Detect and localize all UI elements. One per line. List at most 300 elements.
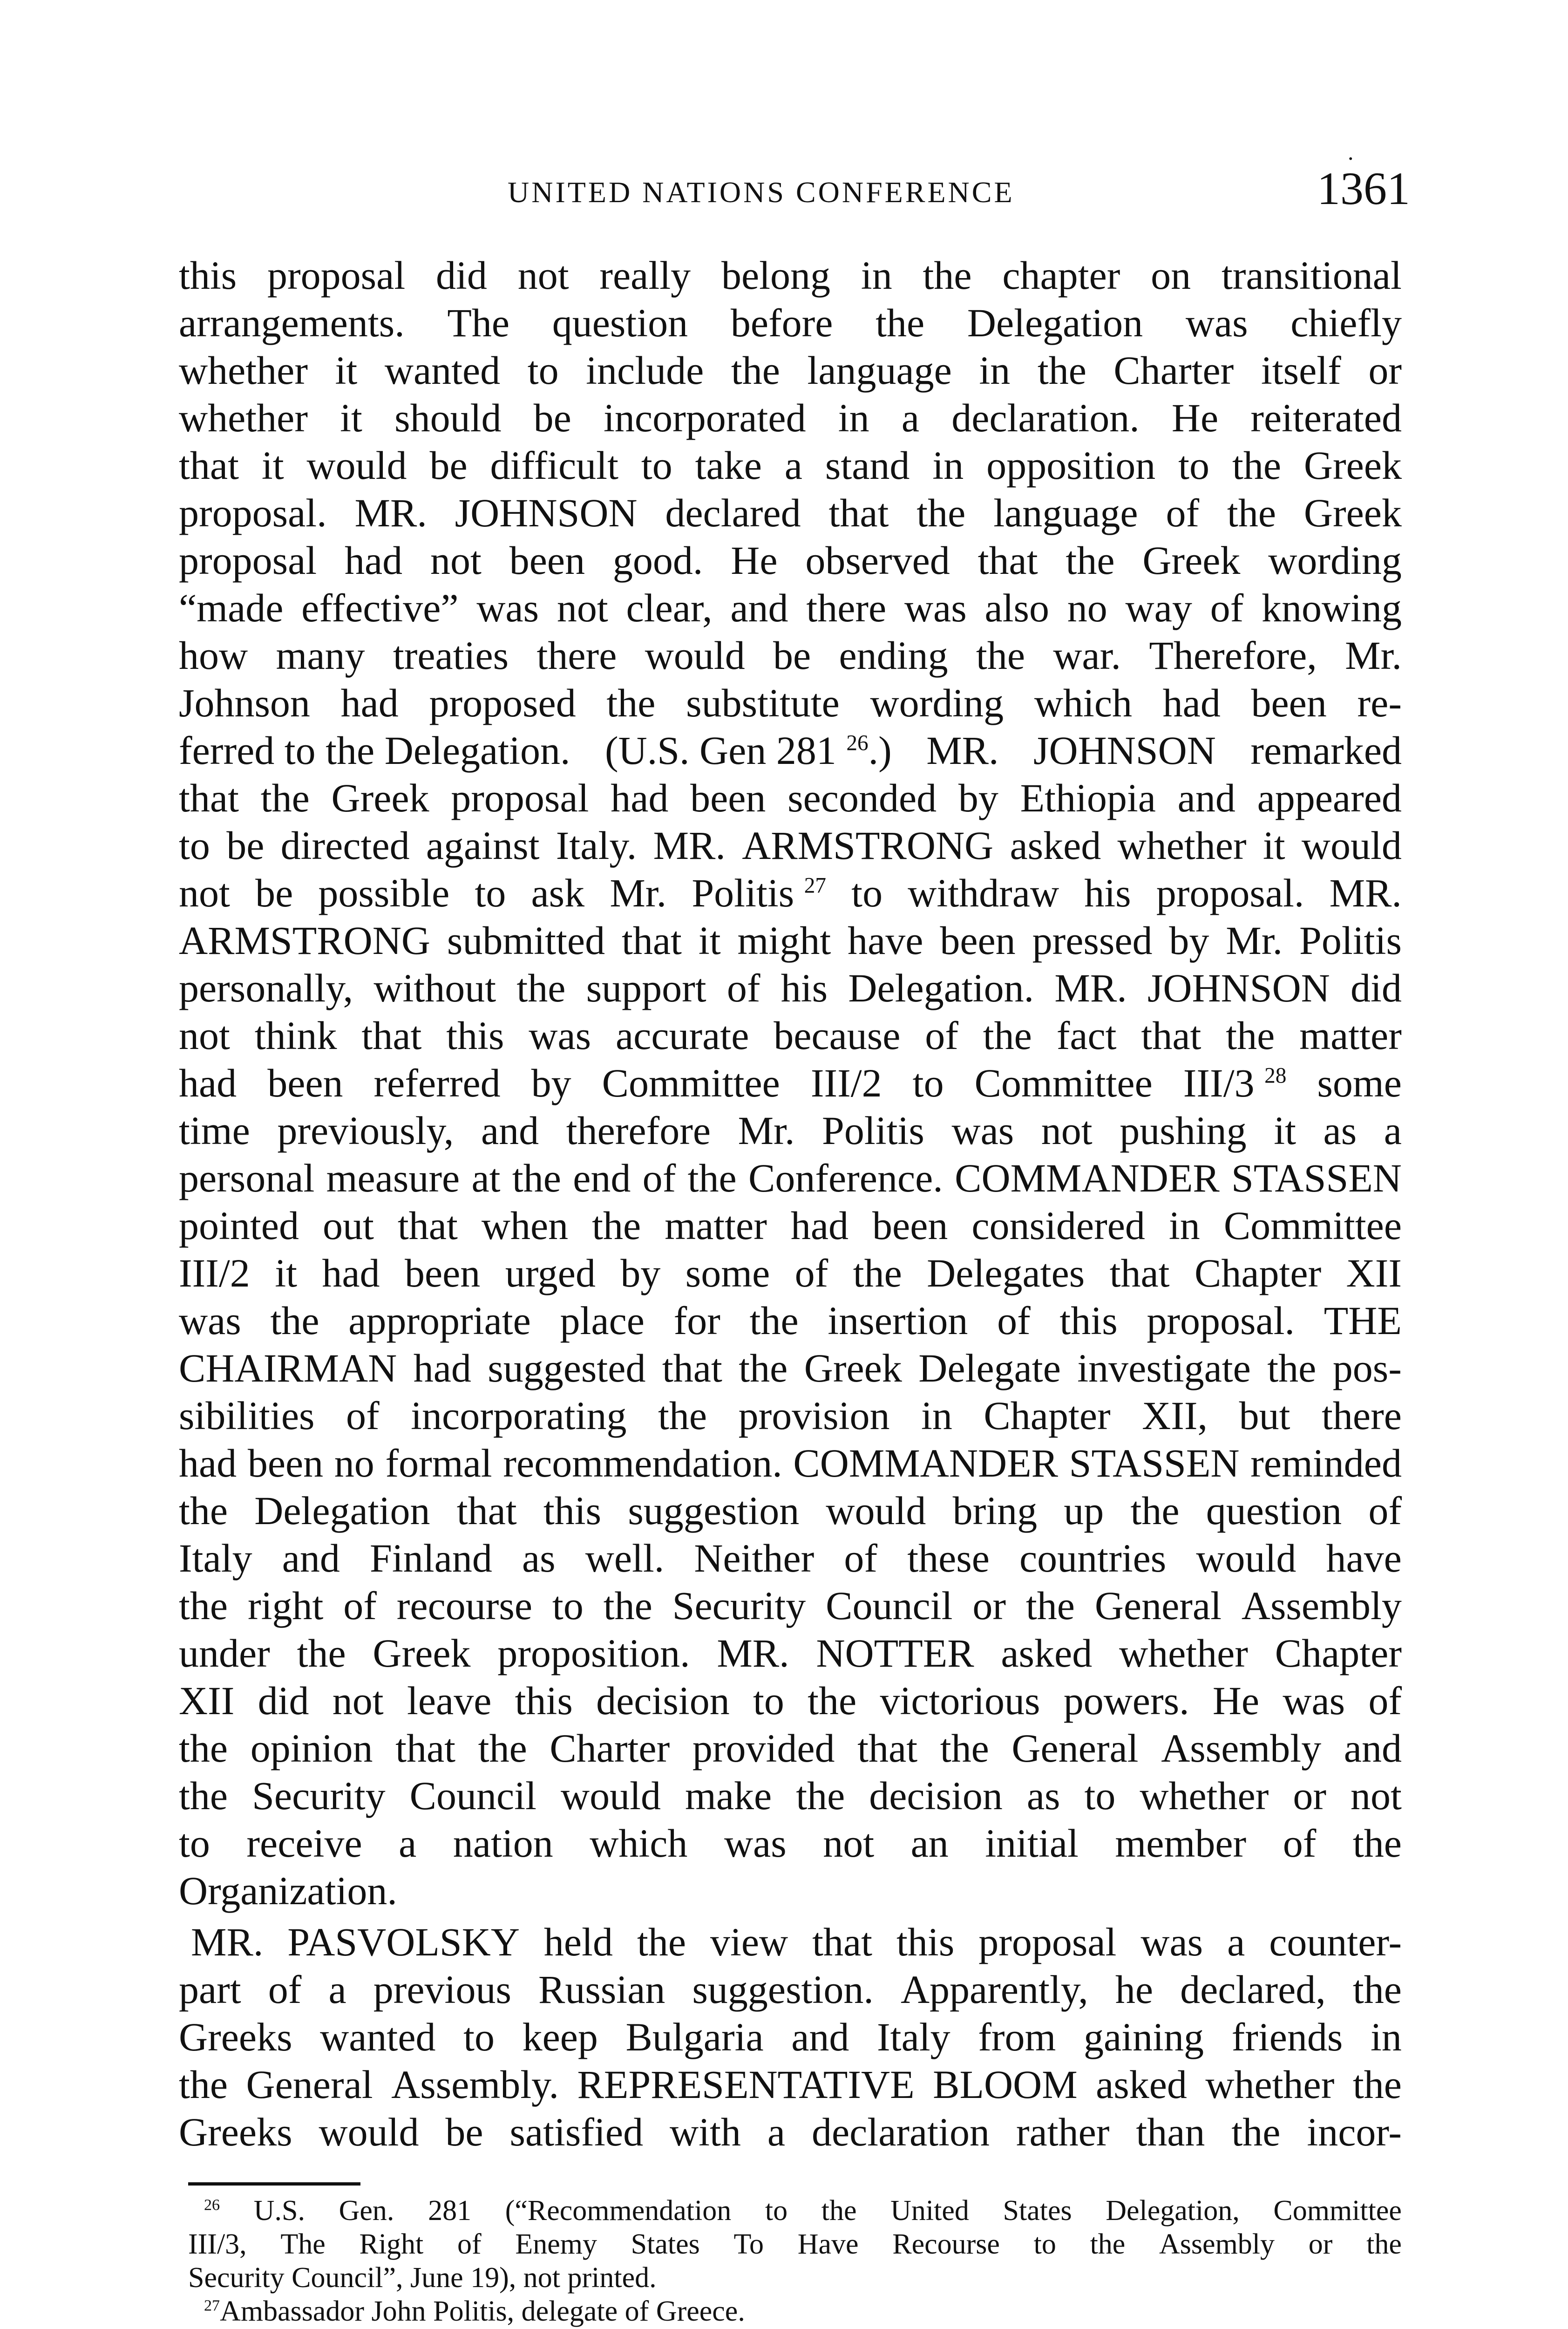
word: be <box>445 2110 483 2154</box>
word: would <box>319 2110 419 2154</box>
word: right <box>247 1583 324 1628</box>
word: proposal <box>267 253 406 298</box>
word: in <box>838 395 869 440</box>
word: proposal <box>451 776 589 820</box>
word: referred <box>373 1061 501 1105</box>
word: be <box>429 443 468 488</box>
text-line <box>188 2261 1402 2295</box>
text-line <box>179 1107 1402 1154</box>
word: Committee <box>1273 2195 1402 2227</box>
text-line <box>179 964 1402 1012</box>
word: Greek <box>331 776 429 820</box>
word: had <box>413 1346 471 1390</box>
text-line <box>179 252 1402 299</box>
word: be <box>773 633 811 678</box>
word: pos- <box>1332 1346 1402 1390</box>
word: by <box>620 1251 661 1295</box>
text-line <box>179 1012 1402 1059</box>
word: The <box>447 300 510 345</box>
word: matter <box>1299 1013 1402 1058</box>
word: asked <box>1096 2062 1187 2107</box>
word: sibilities <box>179 1393 315 1438</box>
word: proposal. <box>1156 871 1304 915</box>
word: satisfied <box>509 2110 644 2154</box>
word: re- <box>1357 681 1402 725</box>
word: not <box>517 253 569 298</box>
word: declaration <box>811 2110 990 2154</box>
word: ending <box>839 633 948 678</box>
word: States <box>631 2228 700 2260</box>
word: the <box>923 253 972 298</box>
word: the <box>976 633 1025 678</box>
text-line <box>179 1154 1402 1202</box>
word: remarked <box>1250 728 1402 773</box>
word: as <box>522 1536 556 1580</box>
word: previously, <box>277 1108 454 1153</box>
word: proposal. <box>1147 1298 1295 1343</box>
word: Conference. <box>748 1156 943 1200</box>
word: Assembly. <box>391 2062 559 2107</box>
word: Politis <box>822 1108 924 1153</box>
word: was <box>1185 300 1248 345</box>
word: to <box>179 1821 210 1866</box>
word: also <box>984 586 1050 630</box>
word: the <box>808 1678 857 1723</box>
word: not <box>332 1678 384 1723</box>
word: which <box>1034 681 1132 725</box>
word: at <box>471 1156 501 1200</box>
word: recommendation. <box>503 1441 782 1485</box>
word: accurate <box>615 1013 749 1058</box>
word: on <box>1151 253 1191 298</box>
word: be <box>255 871 293 915</box>
text-line <box>188 2227 1402 2261</box>
text-line <box>179 1202 1402 1249</box>
word: not <box>1041 1108 1093 1153</box>
word: there <box>1322 1393 1402 1438</box>
word: to <box>765 2195 788 2227</box>
word: the <box>687 1156 737 1200</box>
word: MR. <box>1329 871 1402 915</box>
word: the <box>179 1583 228 1628</box>
word: in <box>1370 2015 1402 2059</box>
word: MR. <box>717 1631 789 1675</box>
word: considered <box>971 1203 1145 1248</box>
word: be <box>226 823 265 868</box>
word: this <box>896 1920 955 1964</box>
word: was <box>1283 1678 1345 1723</box>
word: ARMSTRONG <box>179 918 430 963</box>
word: the <box>749 1298 799 1343</box>
word: Charter <box>1113 348 1234 393</box>
text-line <box>179 1392 1402 1439</box>
word: seconded <box>787 776 937 820</box>
word: to <box>851 871 883 915</box>
word: was <box>904 586 967 630</box>
word: question <box>552 300 688 345</box>
word: of <box>1166 490 1200 535</box>
word: initial <box>985 1821 1079 1866</box>
word: the <box>940 1726 989 1771</box>
word: Assembly <box>1241 1583 1402 1628</box>
word: provided <box>692 1726 835 1771</box>
word: there <box>536 633 617 678</box>
word: Chapter <box>1194 1251 1322 1295</box>
word: had <box>179 1441 237 1485</box>
word: without <box>373 966 496 1010</box>
word: decision <box>869 1773 1003 1818</box>
word: by <box>958 776 998 820</box>
word: Italy <box>877 2015 950 2059</box>
word: of <box>726 966 760 1010</box>
word: belong <box>721 253 831 298</box>
word: been <box>267 1061 343 1105</box>
word: been <box>690 776 766 820</box>
word: of <box>925 1013 958 1058</box>
word: in <box>1168 1203 1200 1248</box>
word: suggested <box>488 1346 646 1390</box>
word: of <box>794 1251 828 1295</box>
word: XII <box>179 1678 235 1723</box>
word: Politis <box>1299 918 1402 963</box>
word: the <box>179 1773 228 1818</box>
word: possible <box>318 871 450 915</box>
text-line <box>179 1059 1402 1107</box>
word: member <box>1115 1821 1247 1866</box>
word: III/2 <box>179 1251 250 1295</box>
word: Ethiopia <box>1020 776 1156 820</box>
word: and <box>1344 1726 1402 1771</box>
word: been <box>872 1203 948 1248</box>
word: to <box>463 2015 495 2059</box>
text-line <box>179 584 1402 632</box>
text-line <box>188 2194 1402 2227</box>
word: make <box>685 1773 772 1818</box>
word: MR. <box>926 728 999 773</box>
word: it <box>335 348 358 393</box>
word: that <box>977 538 1038 583</box>
word: Neither <box>694 1536 815 1580</box>
word: friends <box>1231 2015 1343 2059</box>
word: Recourse <box>892 2228 1000 2260</box>
word: asked <box>1010 823 1101 868</box>
word: XII <box>1346 1251 1402 1295</box>
text-line <box>179 1534 1402 1582</box>
word: would <box>645 633 745 678</box>
word: chiefly <box>1290 300 1402 345</box>
word: language <box>807 348 952 393</box>
word: pressed <box>1032 918 1153 963</box>
word: difficult <box>490 443 618 488</box>
text-line <box>179 1867 1402 1914</box>
word: ask <box>531 871 585 915</box>
word: been <box>1251 681 1327 725</box>
word: good. <box>612 538 703 583</box>
word: or <box>972 1583 1006 1628</box>
word: Security Council”, June 19), not printed. <box>188 2262 657 2294</box>
word: He <box>1171 395 1219 440</box>
word: the <box>478 1726 527 1771</box>
word: the <box>270 1298 319 1343</box>
word: clear, <box>626 586 713 630</box>
word: nation <box>453 1821 553 1866</box>
text-line <box>179 1249 1402 1297</box>
text-line <box>179 632 1402 679</box>
word: wording <box>1268 538 1402 583</box>
word: therefore <box>566 1108 711 1153</box>
word: an <box>910 1821 949 1866</box>
word: Mr. <box>610 871 667 915</box>
word: the <box>1352 1821 1402 1866</box>
word: He <box>1212 1678 1260 1723</box>
word: and <box>1177 776 1235 820</box>
word: opinion <box>250 1726 373 1771</box>
word: by <box>1169 918 1209 963</box>
word: MR. <box>653 823 726 868</box>
word: not <box>557 586 608 630</box>
word: it <box>340 395 362 440</box>
word: been <box>940 918 1016 963</box>
text-line <box>179 1582 1402 1629</box>
word: this <box>543 1488 602 1533</box>
word: to <box>475 871 506 915</box>
word: the <box>260 776 310 820</box>
word: decision <box>596 1678 730 1723</box>
word: Committee <box>602 1061 780 1105</box>
word: the <box>983 1013 1032 1058</box>
word: pushing <box>1120 1108 1247 1153</box>
word: of <box>343 1583 377 1628</box>
word: was <box>529 1013 591 1058</box>
word: not <box>430 538 482 583</box>
word: Greeks <box>179 2110 292 2154</box>
word: ARMSTRONG <box>742 823 994 868</box>
word: this <box>446 1013 504 1058</box>
word: to <box>753 1678 784 1723</box>
text-line <box>179 774 1402 822</box>
text-line <box>179 917 1402 964</box>
word: knowing <box>1262 586 1402 630</box>
word: urged <box>505 1251 596 1295</box>
word: recourse <box>396 1583 533 1628</box>
word: that <box>812 1920 873 1964</box>
text-line <box>179 1297 1402 1344</box>
word: incorporating <box>411 1393 627 1438</box>
word: the <box>516 966 566 1010</box>
word: the <box>1226 1013 1275 1058</box>
word: whether <box>1117 823 1247 868</box>
word: the <box>796 1773 845 1818</box>
word: a <box>328 1967 346 2012</box>
word: REPRESENTATIVE <box>577 2062 915 2107</box>
word: the <box>1231 2110 1281 2154</box>
footnotes <box>188 2194 1402 2329</box>
word: it <box>261 443 284 488</box>
word: MR. <box>191 1920 264 1964</box>
word: language <box>993 490 1138 535</box>
word: previous <box>373 1967 511 2012</box>
word: which <box>590 1821 688 1866</box>
word: some <box>685 1251 770 1295</box>
word: appeared <box>1257 776 1402 820</box>
word: or <box>1308 2228 1333 2260</box>
word: Delegation <box>967 300 1143 345</box>
word: substitute <box>686 681 840 725</box>
word: might <box>737 918 831 963</box>
word: proposal <box>179 538 317 583</box>
word: did <box>258 1678 309 1723</box>
paragraph-1 <box>179 252 1402 1914</box>
word: not <box>823 1821 875 1866</box>
word: counter- <box>1269 1920 1402 1964</box>
word: the <box>876 300 925 345</box>
word: PASVOLSKY <box>287 1920 520 1964</box>
word: it <box>275 1251 297 1295</box>
word: Greek <box>1303 490 1402 535</box>
word: a <box>767 2110 786 2154</box>
word: MR. <box>1054 966 1127 1010</box>
word: the <box>739 1346 788 1390</box>
word: THE <box>1324 1298 1402 1343</box>
word: that <box>395 1726 456 1771</box>
word: did <box>436 253 487 298</box>
word: Mr. <box>1226 918 1283 963</box>
word: against <box>426 823 540 868</box>
word: transitional <box>1221 253 1402 298</box>
word: measure <box>326 1156 460 1200</box>
word: ferred to the Delegation. <box>179 728 570 773</box>
word: of <box>844 1536 878 1580</box>
word: proposal. <box>179 490 327 535</box>
word: itself <box>1261 348 1341 393</box>
word: the <box>606 681 656 725</box>
word: reminded <box>1250 1441 1402 1485</box>
word: Committee <box>974 1061 1153 1105</box>
word: well. <box>585 1536 665 1580</box>
word: of <box>457 2228 482 2260</box>
word: to <box>552 1583 584 1628</box>
word: when <box>481 1203 569 1248</box>
word: had <box>340 681 399 725</box>
word: withdraw <box>908 871 1059 915</box>
word: Council <box>826 1583 953 1628</box>
word: the <box>1267 1346 1317 1390</box>
word: no <box>1067 586 1107 630</box>
word: of <box>346 1393 380 1438</box>
text-line <box>179 869 1402 917</box>
text-line <box>179 1819 1402 1867</box>
word: declaration. <box>951 395 1140 440</box>
word: the <box>1352 2062 1402 2107</box>
word: .) <box>868 728 892 773</box>
word: matter <box>665 1203 767 1248</box>
word: reiterated <box>1250 395 1402 440</box>
word: of <box>642 1156 676 1200</box>
word: provision <box>738 1393 890 1438</box>
word: have <box>848 918 923 963</box>
word: that <box>621 918 682 963</box>
word: stand <box>825 443 910 488</box>
word: proposition. <box>497 1631 690 1675</box>
word: had <box>790 1203 849 1248</box>
word: the <box>821 2195 857 2227</box>
word: that <box>456 1488 517 1533</box>
word: incorporated <box>604 395 806 440</box>
word: opposition <box>986 443 1156 488</box>
word: for <box>673 1298 720 1343</box>
word: declared, <box>1180 1967 1326 2012</box>
text-line <box>179 1677 1402 1724</box>
word: than <box>1136 2110 1205 2154</box>
word: Delegate <box>918 1346 1061 1390</box>
word: time <box>179 1108 250 1153</box>
word: powers. <box>1063 1678 1189 1723</box>
word: MR. <box>354 490 427 535</box>
text-line <box>179 537 1402 584</box>
word: to <box>1178 443 1210 488</box>
word: “made <box>179 586 284 630</box>
word: under <box>179 1631 270 1675</box>
word: the <box>1232 443 1282 488</box>
word: General <box>246 2062 373 2107</box>
word: JOHNSON <box>1147 966 1330 1010</box>
word: this <box>179 253 237 298</box>
word: a <box>784 443 802 488</box>
word: insertion <box>828 1298 968 1343</box>
footnote-marker: 27 <box>204 2297 220 2315</box>
word: as <box>1026 1773 1060 1818</box>
word: the <box>179 1488 228 1533</box>
word: the <box>1090 2228 1126 2260</box>
word: had <box>611 776 669 820</box>
word: would <box>826 1488 926 1533</box>
word: had <box>322 1251 380 1295</box>
word: wording <box>870 681 1004 725</box>
word: would <box>560 1773 661 1818</box>
word: a <box>901 395 920 440</box>
word: of <box>1368 1678 1402 1723</box>
word: Delegation <box>254 1488 430 1533</box>
word: but <box>1239 1393 1290 1438</box>
word: personal <box>179 1156 315 1200</box>
text-line <box>179 299 1402 347</box>
word: the <box>179 2062 228 2107</box>
word: He <box>731 538 778 583</box>
word: end <box>573 1156 631 1200</box>
word: submitted <box>447 918 605 963</box>
word: Therefore, <box>1149 633 1317 678</box>
word: include <box>586 348 704 393</box>
word: General <box>1011 1726 1139 1771</box>
word: Apparently, <box>900 1967 1088 2012</box>
word: was <box>476 586 539 630</box>
word: effective” <box>301 586 459 630</box>
word: not <box>1350 1773 1402 1818</box>
word: Assembly <box>1161 1726 1322 1771</box>
word: Delegation, <box>1106 2195 1240 2227</box>
word: STASSEN <box>1069 1441 1240 1485</box>
text-line <box>179 727 1402 774</box>
word: STASSEN <box>1231 1156 1402 1200</box>
word: Committee <box>1223 1203 1402 1248</box>
footnote-27 <box>188 2295 1402 2328</box>
word: arrangements. <box>179 300 405 345</box>
word: declared <box>665 490 801 535</box>
word: whether <box>179 348 308 393</box>
word: by <box>531 1061 571 1105</box>
word: was <box>951 1108 1014 1153</box>
word: whether <box>1119 1631 1248 1675</box>
